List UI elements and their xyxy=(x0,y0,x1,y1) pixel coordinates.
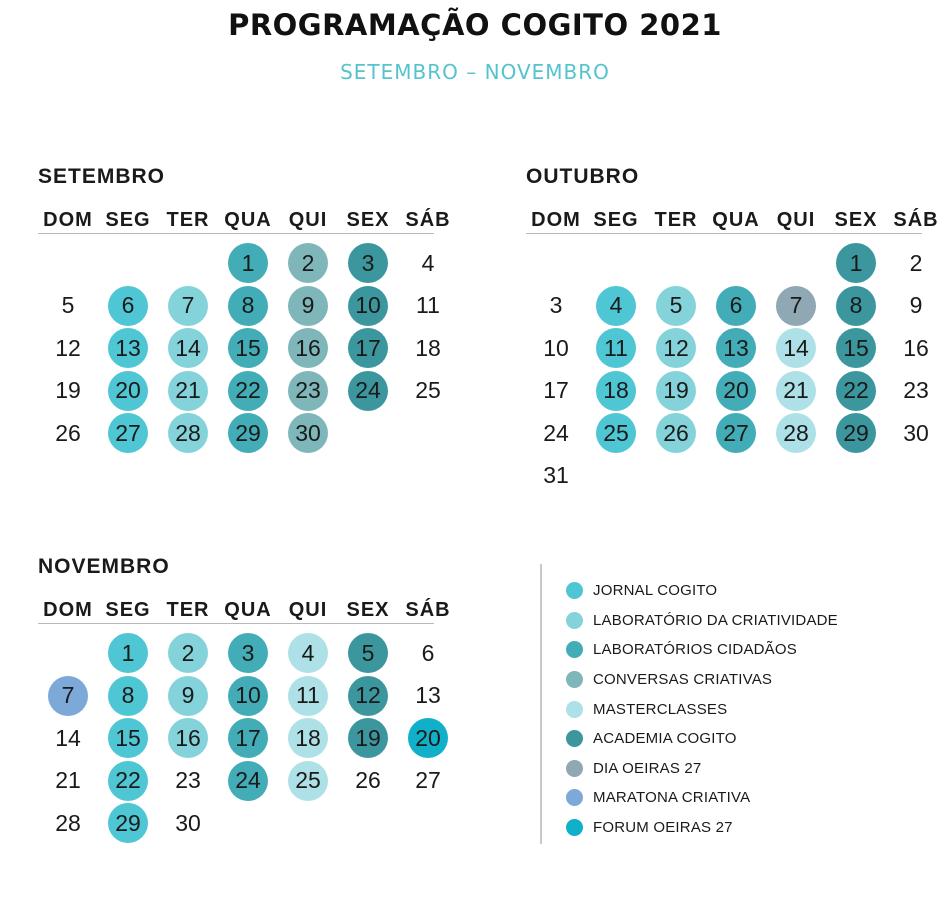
legend-label: JORNAL COGITO xyxy=(593,582,718,600)
day-cell xyxy=(338,285,398,328)
day-cell xyxy=(278,412,338,455)
empty-cell xyxy=(38,632,98,675)
legend-dot-icon xyxy=(566,582,583,599)
day-event-jornal[interactable]: 13 xyxy=(108,328,148,368)
day-number: 19 xyxy=(55,377,81,404)
day-cell xyxy=(98,760,158,803)
empty-cell xyxy=(646,242,706,285)
day-number: 23 xyxy=(903,377,929,404)
day-cell xyxy=(158,632,218,675)
day-cell xyxy=(706,370,766,413)
legend-item-forum xyxy=(566,813,838,843)
weekday-label: TER xyxy=(166,599,210,621)
day-number: 25 xyxy=(415,377,441,404)
day-event-lab_criatividade[interactable]: 19 xyxy=(656,371,696,411)
day-cell xyxy=(526,370,586,413)
day-number: 24 xyxy=(543,419,569,446)
empty-cell xyxy=(766,242,826,285)
day-event-jornal[interactable]: 22 xyxy=(108,761,148,801)
legend-label: FORUM OEIRAS 27 xyxy=(593,819,733,837)
day-cell xyxy=(278,717,338,760)
empty-cell xyxy=(98,242,158,285)
day-event-lab_criatividade[interactable]: 2 xyxy=(168,633,208,673)
day-cell xyxy=(646,327,706,370)
day-cell xyxy=(38,717,98,760)
day-event-lab_cidadaos[interactable]: 1 xyxy=(228,243,268,283)
weekday-header xyxy=(526,206,939,234)
day-cell xyxy=(586,327,646,370)
day-number: 6 xyxy=(421,639,435,666)
day-cell xyxy=(826,327,886,370)
day-cell xyxy=(398,285,458,328)
day-event-lab_criatividade[interactable]: 9 xyxy=(168,676,208,716)
day-event-lab_cidadaos[interactable]: 17 xyxy=(228,718,268,758)
day-event-dia_oeiras[interactable]: 7 xyxy=(776,286,816,326)
day-number: 9 xyxy=(909,292,923,319)
day-number: 11 xyxy=(416,292,440,319)
day-event-academia[interactable]: 19 xyxy=(348,718,388,758)
day-cell xyxy=(38,370,98,413)
day-cell xyxy=(278,285,338,328)
day-number: 31 xyxy=(543,462,569,489)
weekday-label: QUA xyxy=(712,209,760,231)
day-cell xyxy=(98,412,158,455)
day-cell xyxy=(706,285,766,328)
day-cell xyxy=(398,370,458,413)
day-cell xyxy=(158,327,218,370)
day-event-lab_criatividade[interactable]: 28 xyxy=(168,413,208,453)
day-event-lab_criatividade[interactable]: 21 xyxy=(168,371,208,411)
day-event-jornal[interactable]: 25 xyxy=(596,413,636,453)
day-cell xyxy=(38,760,98,803)
day-event-masterclasses[interactable]: 25 xyxy=(288,761,328,801)
weekday-label: SÁB xyxy=(893,209,939,231)
day-number: 18 xyxy=(415,334,441,361)
weekday-label: SEG xyxy=(105,209,151,231)
day-cell xyxy=(526,327,586,370)
empty-cell xyxy=(586,242,646,285)
day-cell xyxy=(218,760,278,803)
legend-item-maratona xyxy=(566,783,838,813)
day-event-jornal[interactable]: 15 xyxy=(108,718,148,758)
day-number: 5 xyxy=(61,292,75,319)
day-cell xyxy=(158,412,218,455)
month-title: NOVEMBRO xyxy=(38,555,170,578)
day-cell xyxy=(218,285,278,328)
day-event-jornal[interactable]: 11 xyxy=(596,328,636,368)
legend-label: LABORATÓRIOS CIDADÃOS xyxy=(593,641,797,659)
weekday-header xyxy=(38,596,451,624)
day-cell xyxy=(218,242,278,285)
legend-dot-icon xyxy=(566,730,583,747)
day-cell xyxy=(398,675,458,718)
day-cell xyxy=(766,370,826,413)
day-event-conversas[interactable]: 16 xyxy=(288,328,328,368)
day-event-lab_cidadaos[interactable]: 27 xyxy=(716,413,756,453)
legend-item-lab_cidadaos xyxy=(566,635,838,665)
day-cell xyxy=(338,760,398,803)
day-event-masterclasses[interactable]: 14 xyxy=(776,328,816,368)
day-event-lab_cidadaos[interactable]: 29 xyxy=(228,413,268,453)
day-cell xyxy=(218,370,278,413)
calendar-novembro xyxy=(38,552,451,845)
legend-label: DIA OEIRAS 27 xyxy=(593,759,702,777)
day-event-academia[interactable]: 1 xyxy=(836,243,876,283)
legend-dot-icon xyxy=(566,701,583,718)
day-cell xyxy=(38,802,98,845)
day-cell xyxy=(38,675,98,718)
day-cell xyxy=(338,632,398,675)
day-event-jornal[interactable]: 18 xyxy=(596,371,636,411)
day-event-academia[interactable]: 24 xyxy=(348,371,388,411)
day-grid xyxy=(526,242,929,497)
legend-item-lab_criatividade xyxy=(566,606,838,636)
day-cell xyxy=(886,285,946,328)
day-event-lab_cidadaos[interactable]: 10 xyxy=(228,676,268,716)
weekday-label: SEX xyxy=(346,209,390,231)
day-cell xyxy=(338,675,398,718)
day-number: 14 xyxy=(55,724,81,751)
day-event-conversas[interactable]: 23 xyxy=(288,371,328,411)
page-subtitle: SETEMBRO – NOVEMBRO xyxy=(340,60,610,84)
legend-label: MARATONA CRIATIVA xyxy=(593,789,751,807)
day-cell xyxy=(586,285,646,328)
day-event-conversas[interactable]: 2 xyxy=(288,243,328,283)
day-cell xyxy=(338,242,398,285)
day-cell xyxy=(766,285,826,328)
month-title: SETEMBRO xyxy=(38,165,166,188)
day-cell xyxy=(766,412,826,455)
day-cell xyxy=(398,760,458,803)
day-grid xyxy=(38,242,441,455)
day-event-jornal[interactable]: 27 xyxy=(108,413,148,453)
day-event-masterclasses[interactable]: 18 xyxy=(288,718,328,758)
day-event-lab_cidadaos[interactable]: 15 xyxy=(228,328,268,368)
day-event-academia[interactable]: 17 xyxy=(348,328,388,368)
weekday-label: DOM xyxy=(43,209,93,231)
day-cell xyxy=(278,760,338,803)
weekday-label: QUI xyxy=(288,599,328,621)
day-event-masterclasses[interactable]: 4 xyxy=(288,633,328,673)
weekday-label: SEG xyxy=(593,209,639,231)
day-event-lab_criatividade[interactable]: 5 xyxy=(656,286,696,326)
day-cell xyxy=(278,675,338,718)
weekday-header xyxy=(38,206,451,234)
day-cell xyxy=(646,412,706,455)
day-event-maratona[interactable]: 7 xyxy=(48,676,88,716)
day-number: 26 xyxy=(55,419,81,446)
weekday-label: QUA xyxy=(224,599,272,621)
day-cell xyxy=(98,802,158,845)
day-cell xyxy=(158,370,218,413)
day-event-academia[interactable]: 5 xyxy=(348,633,388,673)
day-cell xyxy=(526,412,586,455)
legend-item-conversas xyxy=(566,665,838,695)
day-number: 23 xyxy=(175,767,201,794)
weekday-label: SEG xyxy=(105,599,151,621)
day-event-jornal[interactable]: 29 xyxy=(108,803,148,843)
legend-item-dia_oeiras xyxy=(566,754,838,784)
legend-label: CONVERSAS CRIATIVAS xyxy=(593,671,773,689)
day-event-jornal[interactable]: 4 xyxy=(596,286,636,326)
day-event-lab_cidadaos[interactable]: 24 xyxy=(228,761,268,801)
day-number: 30 xyxy=(903,419,929,446)
weekday-label: DOM xyxy=(43,599,93,621)
day-event-academia[interactable]: 29 xyxy=(836,413,876,453)
day-event-lab_criatividade[interactable]: 26 xyxy=(656,413,696,453)
day-cell xyxy=(706,412,766,455)
day-cell xyxy=(98,327,158,370)
weekday-label: SEX xyxy=(346,599,390,621)
legend-item-masterclasses xyxy=(566,694,838,724)
day-event-jornal[interactable]: 8 xyxy=(108,676,148,716)
day-cell xyxy=(526,285,586,328)
day-cell xyxy=(586,412,646,455)
legend-item-jornal xyxy=(566,576,838,606)
day-event-academia[interactable]: 12 xyxy=(348,676,388,716)
day-cell xyxy=(886,242,946,285)
day-cell xyxy=(886,370,946,413)
day-event-jornal[interactable]: 6 xyxy=(108,286,148,326)
day-cell xyxy=(826,242,886,285)
empty-cell xyxy=(706,242,766,285)
day-cell xyxy=(218,675,278,718)
day-cell xyxy=(98,285,158,328)
day-event-lab_criatividade[interactable]: 14 xyxy=(168,328,208,368)
day-event-masterclasses[interactable]: 21 xyxy=(776,371,816,411)
day-cell xyxy=(886,327,946,370)
day-cell xyxy=(586,370,646,413)
day-event-academia[interactable]: 3 xyxy=(348,243,388,283)
day-cell xyxy=(218,632,278,675)
day-cell xyxy=(646,370,706,413)
empty-cell xyxy=(158,242,218,285)
day-event-lab_criatividade[interactable]: 7 xyxy=(168,286,208,326)
day-grid xyxy=(38,632,441,845)
day-number: 10 xyxy=(543,334,569,361)
day-cell xyxy=(158,675,218,718)
day-cell xyxy=(398,242,458,285)
day-event-conversas[interactable]: 30 xyxy=(288,413,328,453)
empty-cell xyxy=(38,242,98,285)
day-cell xyxy=(398,327,458,370)
day-cell xyxy=(826,412,886,455)
day-cell xyxy=(38,412,98,455)
day-event-masterclasses[interactable]: 11 xyxy=(288,676,328,716)
day-event-conversas[interactable]: 9 xyxy=(288,286,328,326)
day-event-academia[interactable]: 22 xyxy=(836,371,876,411)
day-number: 26 xyxy=(355,767,381,794)
weekday-label: SÁB xyxy=(405,599,451,621)
legend-dot-icon xyxy=(566,789,583,806)
day-number: 30 xyxy=(175,809,201,836)
weekday-label: TER xyxy=(166,209,210,231)
weekday-label: SEX xyxy=(834,209,878,231)
day-cell xyxy=(706,327,766,370)
calendar-outubro xyxy=(526,162,939,497)
day-number: 13 xyxy=(415,682,441,709)
day-cell xyxy=(98,370,158,413)
page-title: PROGRAMAÇÃO COGITO 2021 xyxy=(228,8,722,42)
legend-dot-icon xyxy=(566,671,583,688)
legend-dot-icon xyxy=(566,612,583,629)
empty-cell xyxy=(526,242,586,285)
day-event-lab_cidadaos[interactable]: 13 xyxy=(716,328,756,368)
legend-label: ACADEMIA COGITO xyxy=(593,730,737,748)
day-event-lab_criatividade[interactable]: 16 xyxy=(168,718,208,758)
day-cell xyxy=(218,717,278,760)
day-number: 27 xyxy=(415,767,441,794)
weekday-label: SÁB xyxy=(405,209,451,231)
day-cell xyxy=(766,327,826,370)
legend-item-academia xyxy=(566,724,838,754)
day-event-jornal[interactable]: 20 xyxy=(108,371,148,411)
legend-dot-icon xyxy=(566,819,583,836)
day-cell xyxy=(338,370,398,413)
day-cell xyxy=(826,285,886,328)
day-event-lab_cidadaos[interactable]: 8 xyxy=(228,286,268,326)
day-cell xyxy=(526,455,586,498)
day-event-academia[interactable]: 8 xyxy=(836,286,876,326)
day-number: 21 xyxy=(55,767,81,794)
day-event-academia[interactable]: 10 xyxy=(348,286,388,326)
legend-dot-icon xyxy=(566,760,583,777)
day-cell xyxy=(38,285,98,328)
legend-label: LABORATÓRIO DA CRIATIVIDADE xyxy=(593,611,838,629)
day-event-forum[interactable]: 20 xyxy=(408,718,448,758)
day-number: 4 xyxy=(421,249,435,276)
day-event-academia[interactable]: 15 xyxy=(836,328,876,368)
day-number: 12 xyxy=(55,334,81,361)
day-cell xyxy=(886,412,946,455)
legend xyxy=(540,564,838,844)
weekday-label: DOM xyxy=(531,209,581,231)
day-cell xyxy=(158,717,218,760)
weekday-label: TER xyxy=(654,209,698,231)
day-cell xyxy=(218,412,278,455)
day-cell xyxy=(646,285,706,328)
day-cell xyxy=(826,370,886,413)
day-event-masterclasses[interactable]: 28 xyxy=(776,413,816,453)
day-event-lab_cidadaos[interactable]: 20 xyxy=(716,371,756,411)
day-cell xyxy=(338,327,398,370)
day-cell xyxy=(98,675,158,718)
legend-dot-icon xyxy=(566,641,583,658)
day-number: 2 xyxy=(909,249,923,276)
day-number: 16 xyxy=(903,334,929,361)
calendar-setembro xyxy=(38,162,451,455)
day-cell xyxy=(218,327,278,370)
month-title: OUTUBRO xyxy=(526,165,640,188)
day-cell xyxy=(158,285,218,328)
day-event-jornal[interactable]: 1 xyxy=(108,633,148,673)
day-event-lab_criatividade[interactable]: 12 xyxy=(656,328,696,368)
day-event-lab_cidadaos[interactable]: 6 xyxy=(716,286,756,326)
legend-label: MASTERCLASSES xyxy=(593,700,728,718)
day-number: 17 xyxy=(543,377,569,404)
day-cell xyxy=(278,327,338,370)
day-number: 3 xyxy=(549,292,563,319)
day-event-lab_cidadaos[interactable]: 22 xyxy=(228,371,268,411)
day-cell xyxy=(158,802,218,845)
day-cell xyxy=(98,717,158,760)
day-cell xyxy=(338,717,398,760)
day-cell xyxy=(398,632,458,675)
day-cell xyxy=(98,632,158,675)
day-event-lab_cidadaos[interactable]: 3 xyxy=(228,633,268,673)
weekday-label: QUI xyxy=(288,209,328,231)
day-cell xyxy=(278,632,338,675)
day-number: 28 xyxy=(55,809,81,836)
weekday-label: QUA xyxy=(224,209,272,231)
day-cell xyxy=(158,760,218,803)
day-cell xyxy=(38,327,98,370)
day-cell xyxy=(278,370,338,413)
day-cell xyxy=(278,242,338,285)
day-cell xyxy=(398,717,458,760)
weekday-label: QUI xyxy=(776,209,816,231)
